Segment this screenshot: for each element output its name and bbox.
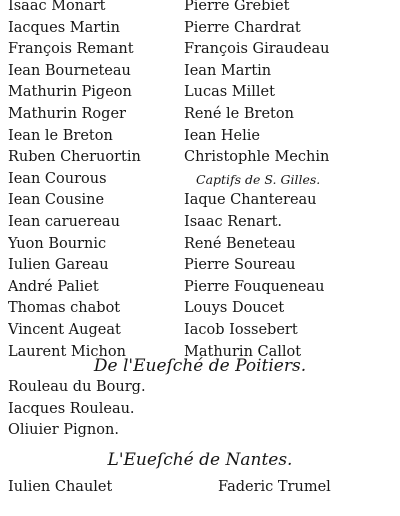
right-name-column — [184, 0, 398, 363]
name-entry: Rouleau du Bourg. — [8, 379, 146, 395]
name-entry: Louys Doucet — [184, 300, 285, 317]
left-name-column — [8, 0, 180, 363]
name-entry: Pierre Soureau — [184, 257, 296, 274]
name-entry: Lucas Millet — [184, 84, 275, 101]
name-entry: Christophle Mechin — [184, 149, 330, 166]
name-entry: Iulien Gareau — [8, 257, 109, 274]
name-entry: Iacques Rouleau. — [8, 400, 135, 417]
poitiers-name-list — [8, 377, 308, 442]
name-entry: Iacob Iossebert — [184, 321, 298, 338]
name-entry: Mathurin Roger — [8, 105, 126, 122]
name-entry: Laurent Michon — [8, 343, 126, 360]
name-entry: Mathurin Pigeon — [8, 84, 132, 101]
name-entry: Ruben Cheruortin — [8, 149, 141, 166]
name-entry: Pierre Grebiet — [184, 0, 290, 14]
name-entry: Isaac Monart — [8, 0, 106, 14]
section-heading-poitiers: De l'Eueſché de Poitiers. — [93, 356, 307, 376]
name-entry: Iacques Martin — [8, 19, 120, 36]
name-entry: Iean le Breton — [8, 127, 113, 144]
name-entry: Iulien Chaulet — [8, 479, 113, 495]
name-entry: Thomas chabot — [8, 300, 121, 317]
name-entry: Iean Bourneteau — [8, 62, 131, 79]
name-entry: François Remant — [8, 41, 134, 58]
section-heading-nantes: L'Eueſché de Nantes. — [107, 450, 293, 470]
name-entry: René Beneteau — [184, 235, 296, 252]
name-entry: Iean Martin — [184, 62, 272, 79]
name-entry: Iean Helie — [184, 127, 260, 144]
name-entry: André Paliet — [8, 278, 99, 295]
name-entry: Iean caruereau — [8, 213, 121, 230]
name-entry: Iean Cousine — [8, 192, 105, 209]
name-entry: Isaac Renart. — [184, 213, 283, 230]
name-entry: Iean Courous — [8, 170, 107, 187]
name-entry: René le Breton — [184, 105, 294, 122]
captifs-subheading: Captifs de S. Gilles. — [196, 171, 321, 187]
name-entry: Mathurin Callot — [184, 343, 302, 360]
name-entry: Oliuier Pignon. — [8, 422, 119, 439]
name-entry: François Giraudeau — [184, 41, 330, 58]
name-entry: Yuon Bournic — [8, 235, 107, 252]
name-entry: Vincent Augeat — [8, 321, 121, 338]
name-entry: Faderic Trumel — [218, 479, 331, 495]
name-entry: Pierre Chardrat — [184, 19, 301, 36]
name-entry: Pierre Fouqueneau — [184, 278, 325, 295]
name-entry: Iaque Chantereau — [184, 192, 317, 209]
